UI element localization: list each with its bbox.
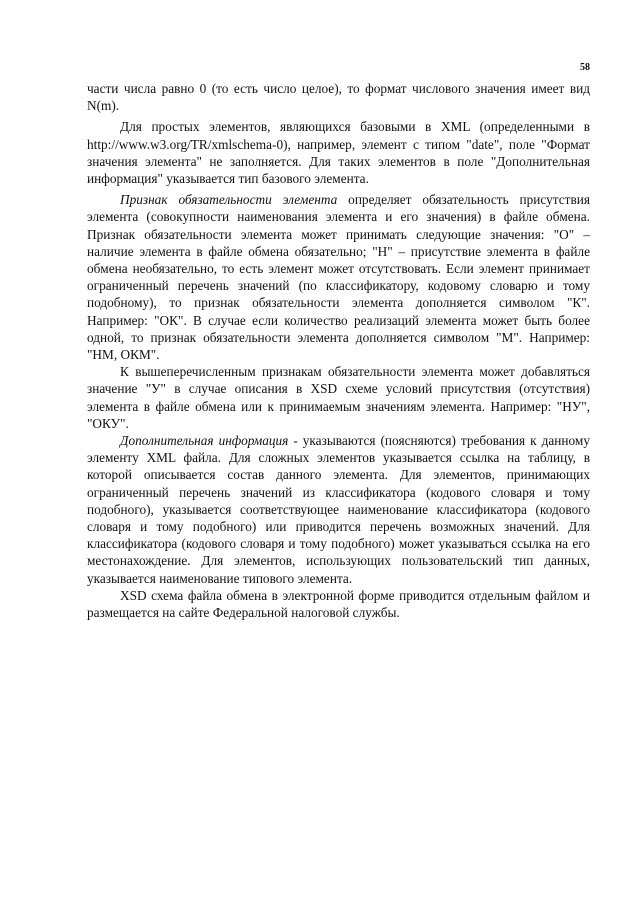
- paragraph-mandatory-flag-text: определяет обязательность присутствия элемента (совокупности наименования элемента и его значения) в файле обмена. Признак обязательности элемента может принимать следующие значения: "О" – наличие элемента в файле обмена обязательно; "Н" – присутствие элемента в файле обмена необязательно, то есть элемент может отсутствовать. Если элемент принимает ограниченный перечень значений (по классификатору, кодовому словарю и тому подобному), то признак обязательности элемента дополняется символом "К". Например: "ОК". В случае если количество реализаций элемента может быть более одной, то признак обязательности элемента дополняется символом "М". Например: "НМ, ОКМ".: [87, 192, 590, 363]
- page-number: 58: [580, 62, 590, 73]
- paragraph-continuation: части числа равно 0 (то есть число целое), то формат числового значения имеет вид N(m).: [87, 81, 590, 114]
- paragraph-mandatory-flag: [87, 191, 590, 363]
- paragraph-additional-info: [87, 432, 590, 587]
- paragraph-xsd-schema: XSD схема файла обмена в электронной форме приводится отдельным файлом и размещается на сайте Федеральной налоговой службы.: [87, 587, 590, 621]
- paragraph-conditional-flag: К вышеперечисленным признакам обязательности элемента может добавляться значение "У" в случае описания в XSD схеме условий присутствия (отсутствия) элемента в файле обмена или к принимаемым значениям элемента. Например: "НУ", "ОКУ".: [87, 364, 590, 431]
- term-mandatory-flag: Признак обязательности элемента: [120, 192, 338, 208]
- paragraph-simple-elements: Для простых элементов, являющихся базовыми в XML (определенными в http://www.w3.org/TR/xmlschema-0), например, элемент с типом "date", поле "Формат значения элемента" не заполняется. Для таких элементов в поле "Дополнительная информация" указывается тип базового элемента.: [87, 119, 590, 187]
- paragraph-additional-info-text: - указываются (поясняются) требования к данному элементу XML файла. Для сложных элементов указывается ссылка на таблицу, в которой описывается состав данного элемента. Для элементов, принимающих ограниченный перечень значений из классификатора (кодового словаря и тому подобного), указывается соответствующее наименование классификатора (кодового словаря и тому подобного) или приводится перечень возможных значений. Для классификатора (кодового словаря и тому подобного) может указываться ссылка на его местонахождение. Для элементов, использующих пользовательский тип данных, указывается наименование типового элемента.: [87, 433, 590, 586]
- body-text: [87, 80, 590, 621]
- term-additional-info: Дополнительная информация: [120, 433, 289, 449]
